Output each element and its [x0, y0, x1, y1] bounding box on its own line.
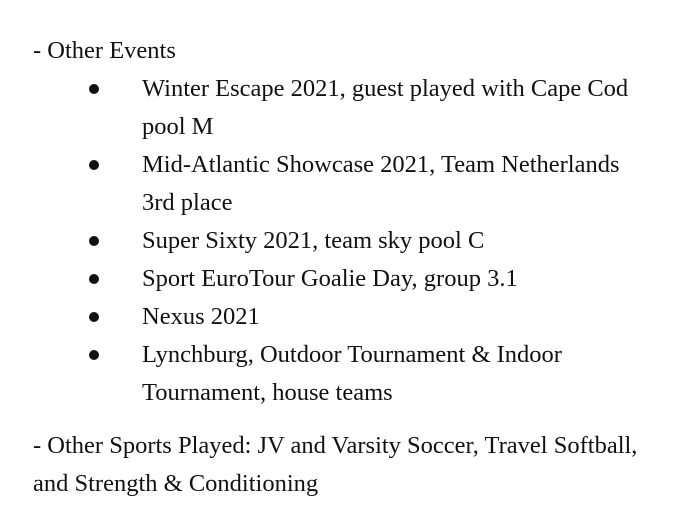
list-item-text: Winter Escape 2021, guest played with Cape Cod pool M — [142, 75, 629, 140]
list-item — [0, 70, 642, 146]
list-item-text: Mid-Atlantic Showcase 2021, Team Netherlands 3rd place — [142, 151, 620, 216]
other-events-heading: - Other Events — [33, 37, 176, 64]
list-item — [0, 146, 642, 222]
bullet-icon — [89, 84, 99, 94]
other-sports-paragraph: - Other Sports Played: JV and Varsity Soccer, Travel Softball, and Strength & Conditioning — [33, 432, 638, 497]
list-item — [0, 260, 642, 298]
list-item — [0, 298, 642, 336]
bullet-icon — [89, 350, 99, 360]
list-item-text: Super Sixty 2021, team sky pool C — [142, 227, 485, 254]
list-item-text: Lynchburg, Outdoor Tournament & Indoor Tournament, house teams — [142, 341, 562, 406]
bullet-icon — [89, 236, 99, 246]
other-events-list — [0, 70, 642, 412]
bullet-icon — [89, 312, 99, 322]
list-item-text: Nexus 2021 — [142, 303, 260, 330]
bullet-icon — [89, 160, 99, 170]
list-item — [0, 336, 642, 412]
bullet-icon — [89, 274, 99, 284]
list-item-text: Sport EuroTour Goalie Day, group 3.1 — [142, 265, 518, 292]
list-item — [0, 222, 642, 260]
